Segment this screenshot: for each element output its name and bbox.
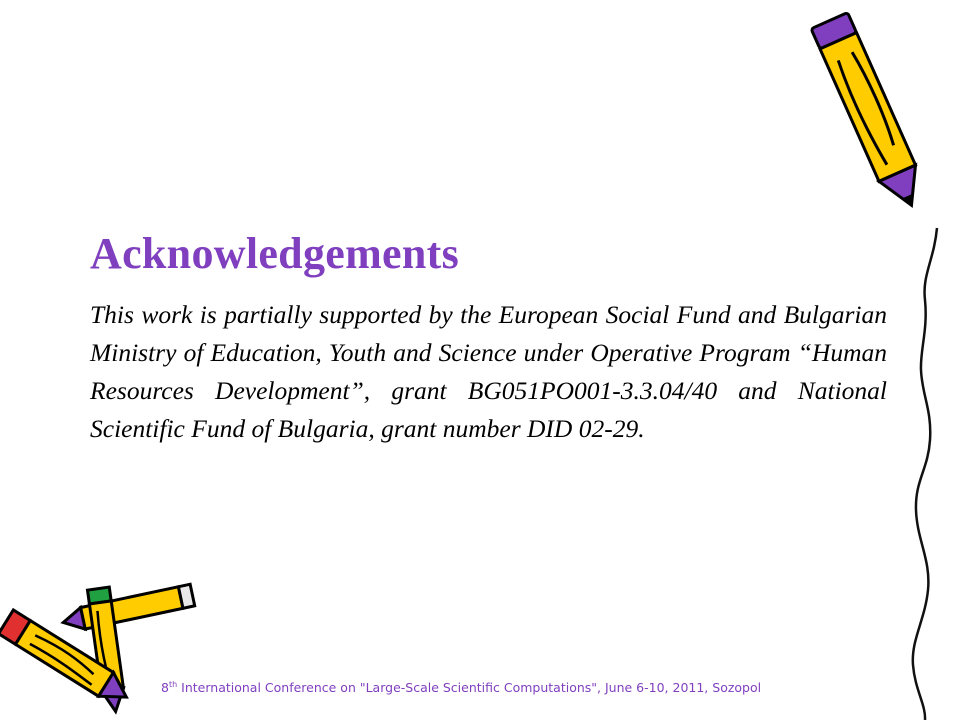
footer-text: International Conference on "Large-Scale Scientific Computations", June 6-10, 2011, Sozopol <box>177 680 762 695</box>
slide-title: Acknowledgements <box>90 229 460 278</box>
footer-conference <box>161 680 896 695</box>
pencil-icon <box>810 4 930 219</box>
acknowledgement-text: This work is partially supported by the European Social Fund and Bulgarian Ministry of Education, Youth and Science under Operative Program “Human Resources Development”, grant BG051PO001-3.3.04/40 and National Scientific Fund of Bulgaria, grant number DID 02-29. <box>90 300 887 443</box>
footer-ordinal-suffix: th <box>168 679 178 689</box>
footer-ordinal-number: 8 <box>161 680 169 695</box>
